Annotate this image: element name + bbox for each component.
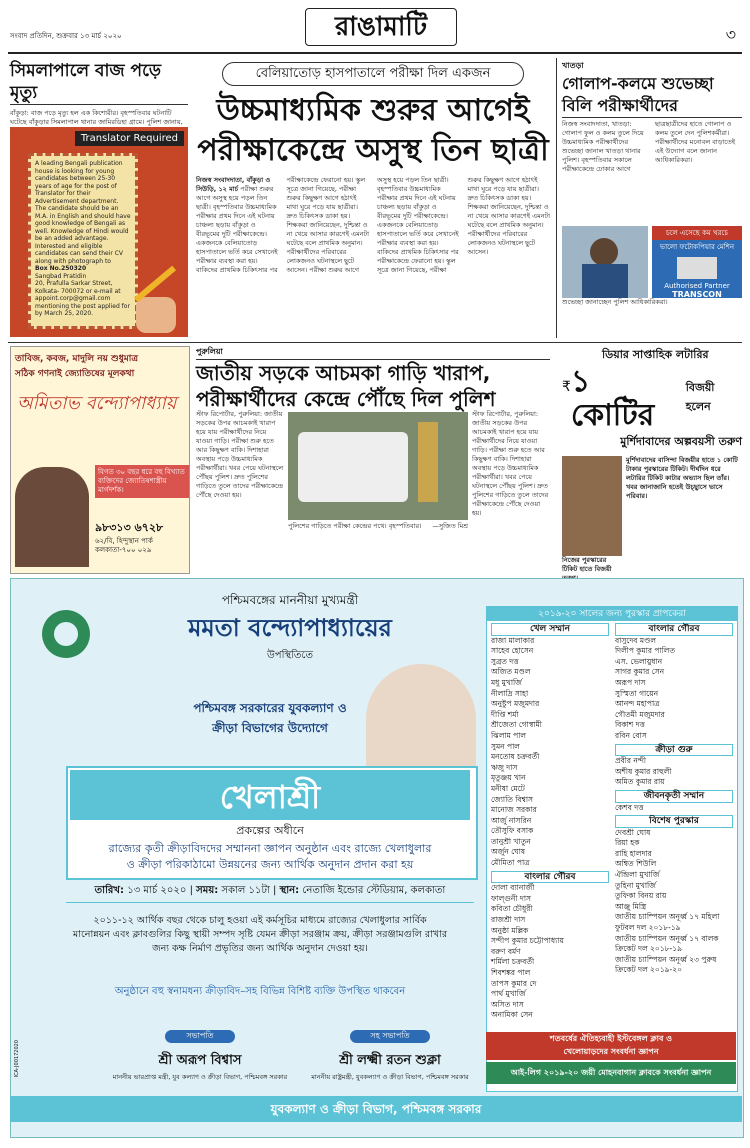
translator-ad-addr5: mentioning the post applied for [35,302,130,310]
award-recipient: মধু মুখার্জি [491,677,522,687]
copier-ad-brand: TRANSCON [672,290,722,299]
award-recipient: বাসুদেব মণ্ডল [615,635,656,645]
award-recipient: তানুশ্রী খাতুন [491,836,531,846]
lead-kicker-wrap [196,58,550,94]
kh-cm-name: মমতা বন্দ্যোপাধ্যায়ের [188,614,392,642]
right-top-headline-2: বিলি পরীক্ষার্থীদের [562,95,742,118]
copier-ad-line1: চলে এসেছে কম খরচে [652,226,742,240]
copier-ad-partner: Authorised Partner [664,282,730,290]
award-recipient: তুহিনা মুখার্জি [615,880,656,890]
award-recipient: অনুষ্টুপ মজুমদার [491,699,540,709]
award-recipient: রাজশ্রী দাস [491,915,526,925]
kh-para1: ২০১১-১২ আর্থিক বছর থেকে চালু হওয়া এই কর্মসূচির মাধ্যমে রাজ্যের খেলাধুলার সার্বিক [93,915,427,926]
award-recipient: এস. ভেলায়ুধান [615,656,663,666]
kh-date-label: তারিখ: [94,885,125,896]
translator-ad-addr2: 20, Prafulla Sarkar Street, [35,280,113,287]
header-rule [8,52,742,54]
wb-govt-emblem-icon [36,600,96,674]
kh-presence: উপস্থিতিতে [267,650,313,661]
award-recipient: সুমন পাল [491,741,520,751]
lottery-body: মুর্শিদাবাদের বাসিন্দা বিজয়ীর হাতে ১ কোটি টাকার পুরস্কারের টিকিট। দীর্ঘদিন ধরে লটারির টিকিট কাটার অভ্যাস ছিল তাঁর। খবর জানাজানি হতেই উচ্ছ্বাসে ভাসে পরিবার। [626,456,738,500]
kh-top1: পশ্চিমবঙ্গের মাননীয়া মুখ্যমন্ত্রী [221,593,359,607]
astro-line1: তাবিজ, কবজ, মাদুলি নয় শুধুমাত্র [15,354,139,364]
award-recipient: অশীষ কুমার রাহুলী [615,766,672,776]
kh-time: সকাল ১১টা [221,885,270,896]
kh-chair-block [110,1030,290,1086]
kh-col2d-list [615,828,733,976]
astrologer-photo [15,467,89,567]
mid-headline-2: পরীক্ষার্থীদের কেন্দ্রে পৌঁছে দিল পুলিশ [196,387,496,411]
award-recipient: পার্থ মুখার্জি [491,989,526,999]
kh-desc1: রাজ্যের কৃতী ক্রীড়াবিদদের সম্মাননা জ্ঞাপন অনুষ্ঠান এবং রাজ্যে খেলাধুলার [108,842,432,855]
kh-date: ১৩ মার্চ ২০২০ [127,885,187,896]
award-recipient: ঝিলাম পাল [491,730,526,740]
award-recipient: অম্বিত শিউলি [615,859,657,869]
award-recipient: তৌসুফি বসাক [491,826,534,836]
award-recipient: কবিতা চৌধুরী [491,904,533,914]
award-recipient: শিবশঙ্কর পাল [491,968,531,977]
translator-ad-addr1: Sangbad Pratidin [35,272,87,280]
kh-col2b-list [615,756,733,788]
kh-chair-label: সভাপতি [165,1030,235,1043]
kh-col2b-head: ক্রীড়া গুরু [615,744,733,757]
kh-cochair-name: শ্রী লক্ষ্মী রতন শুক্লা [339,1053,441,1068]
award-recipient: ফাল্গুনী দাস [491,893,531,903]
kh-dept2: ক্রীড়া বিভাগের উদ্যোগে [212,721,328,735]
award-recipient: অনামিকা সেন [491,1010,533,1020]
section-masthead: রাঙামাটি [305,8,457,46]
right-top-tag: খাতড়া [562,61,584,70]
lottery-line2: বিজয়ী হলেন [685,381,715,413]
kh-invite: অনুষ্ঠানে বহু স্বনামধন্য ক্রীড়াবিদ–সহ বিভিন্ন বিশিষ্ট ব্যক্তি উপস্থিত থাকবেন [114,986,406,997]
kh-col1b-head: বাংলার গৌরব [491,871,609,884]
kh-dept1: পশ্চিমবঙ্গ সরকারের যুবকল্যাণ ও [193,701,347,715]
mid-tag: পুরুলিয়া [196,346,550,360]
award-recipient: সাহেব হোসেন [491,646,534,656]
mid-credit: —সুজিত মিশ্র [432,522,468,530]
award-recipient: সাগর কুমার সেন [615,667,665,677]
award-recipient: ঐন্দ্রিলা মুখার্জি [615,870,660,880]
kh-red1: শতবর্ষের ঐতিহ্যবাহী ইস্টবেঙ্গল ক্লাব ও [549,1034,673,1043]
lead-headline-1: উচ্চমাধ্যমিক শুরুর আগেই [216,93,530,128]
award-recipient: আনন্দ মহাপাত্র [615,699,660,709]
right-top-photo [562,226,648,298]
lottery-amount: ১ কোটির [570,364,655,433]
translator-ad [10,127,188,337]
astro-name: অমিতাভ বন্দ্যোপাধ্যায় [17,393,177,414]
kh-awards-col1 [491,623,609,1021]
kh-col1-head: খেল সম্মান [491,623,609,636]
pencil-hand-icon [130,277,186,335]
copier-ad [652,226,742,315]
kh-vertical-code: ICA-J00172020 [14,1040,20,1078]
mid-story [196,346,550,412]
award-recipient: জাতীয় চ্যাম্পিয়ন অনূর্ধ্ব ১৭ বালক [615,933,719,943]
kh-subtitle: প্রকল্পের অধীনে [236,824,304,837]
left-top-story [10,60,188,126]
mid-body-cont: স্টাফ রিপোর্টার, পুরুলিয়া: জাতীয় সড়কের উপর আচমকাই খারাপ হয়ে যায় পরীক্ষার্থীদের নিয়ে যাওয়া গাড়ি। পরীক্ষা শুরু হতে আর কিছুক্ষণ বাকি। দিশাহারা অবস্থায় পড়ে উচ্চমাধ্যমিক পরীক্ষার্থীরা। খবর পেয়ে ঘটনাস্থলে পৌঁছয় পুলিশ। দ্রুত পুলিশের গাড়িতে তুলে তাদের পরীক্ষাকেন্দ্রে পৌঁছে দেওয়া হয়। [472,410,549,517]
translator-ad-title: Translator Required [75,131,184,146]
rupee-icon: ₹ [562,379,571,395]
award-recipient: অজিত মণ্ডল [491,667,531,677]
mid-body-right [472,410,550,572]
award-recipient: মনতোষ চক্রবর্তী [491,752,540,762]
mid-body: স্টাফ রিপোর্টার, পুরুলিয়া: জাতীয় সড়কের উপর আচমকাই খারাপ হয়ে যায় পরীক্ষার্থীদের নিয়ে যাওয়া গাড়ি। পরীক্ষা শুরু হতে আর কিছুক্ষণ বাকি। দিশাহারা অবস্থায় পড়ে উচ্চমাধ্যমিক পরীক্ষার্থীরা। খবর পেয়ে ঘটনাস্থলে পৌঁছয় পুলিশ। দ্রুত পুলিশের গাড়িতে তুলে তাদের পরীক্ষাকেন্দ্রে পৌঁছে দেওয়া হয়। [196,410,284,499]
translator-ad-addr4: appoint.corp@gmail.com [35,295,111,302]
lottery-line3: মুর্শিদাবাদের অল্পবয়সী তরুণ [620,435,742,448]
astro-ad [10,346,190,574]
kh-col2c-list [615,803,733,814]
kh-col2-list [615,636,733,742]
right-top-headline-1: গোলাপ-কলমে শুভেচ্ছা [562,74,714,93]
left-top-body: বাঁকুড়া: বাজ পড়ে মৃত্যু হল এক কিশোরীর। বৃহস্পতিবার ঘটনাটি ঘটেছে বাঁকুড়ার সিমলাপাল থানার জামিরডিহা গ্রামে। পুলিশ জানায়, [10,109,183,126]
kh-title: খেলাশ্রী [219,778,321,816]
award-recipient: শ্রীজেতা গোস্বামী [491,720,542,730]
kh-desc2: ও ক্রীড়া পরিকাঠামো উন্নয়নের জন্য আর্থিক অনুদান প্রদান করা হয় [126,858,414,871]
award-recipient: মৃতুঞ্জয় খান [491,773,526,783]
award-recipient: দীপ্তি শর্মা [491,709,519,719]
kh-para3: জন্য কক্ষ নির্মাণ প্রভৃতির জন্য আর্থিক অনুদান দেওয়া হয়। [152,943,368,954]
right-divider [556,58,557,338]
award-recipient: রবিন বোস [615,730,647,740]
award-recipient: বরুণ বর্মণ [491,946,521,956]
award-recipient: মানোজ সরকার [491,805,537,815]
kh-col2-head: বাংলার গৌরব [615,623,733,636]
award-recipient: অনুষ্ঠা মল্লিক [491,925,529,935]
copier-machine-icon [677,257,717,279]
lead-byline: নিজস্ব সংবাদদাতা, বাঁকুড়া ও সিউড়ি, ১২ মার্চ [196,176,271,193]
kh-footer: যুবকল্যাণ ও ক্রীড়া বিভাগ, পশ্চিমবঙ্গ সরকার [10,1096,742,1122]
astro-note: বিগত ৩০ বছর ধরে বহু বিখ্যাত ব্যক্তিদের জ্যোতিষশাস্ত্রীয় মার্গদর্শক। [95,465,189,498]
kh-awards-col2 [615,623,733,1021]
mid-caption [288,522,468,531]
award-recipient: সন্দীপ কুমার চট্টোপাধ্যায় [491,936,564,946]
kh-paragraph [40,914,480,956]
award-recipient: রিয়া হক [615,838,640,848]
award-recipient: দেবশ্রী ঘোষ [615,827,651,837]
award-recipient: অমিত কুমার রায় [615,777,665,787]
award-recipient: অরূপ দাস [615,677,646,687]
lottery-caption: নিজের পুরস্কারের টিকিট হাতে বিজয়ী [562,556,612,573]
lead-body [196,176,550,336]
award-recipient: নীলাদ্রি সাহা [491,688,529,698]
kh-col2d-head: বিশেষ পুরস্কার [615,815,733,828]
kh-red-banner [486,1032,736,1060]
kh-chair-name: শ্রী অরূপ বিশ্বাস [158,1053,242,1068]
kh-cochair-role: মাননীয় রাষ্ট্রমন্ত্রী, যুবকল্যাণ ও ক্রীড়া বিভাগ, পশ্চিমবঙ্গ সরকার [311,1073,469,1081]
kh-green-banner: আই-লিগ ২০১৯-২০ জয়ী মোহনবাগান ক্লাবকে সংবর্ধনা জ্ঞাপন [486,1062,736,1084]
award-recipient: সুস্মিতা গায়েন [615,688,659,698]
award-recipient: দোলা ব্যানার্জী [491,883,535,893]
kh-col1-list [491,636,609,869]
translator-ad-letter [28,153,138,329]
kh-awards-panel [486,606,738,1092]
award-recipient: তুফিকা বিনয় রায় [615,891,667,901]
section-rule-1 [8,342,742,343]
award-recipient: শর্মিলা চক্রবর্তী [491,957,535,967]
astro-phone: ৯৮৩১৩ ৬৭২৮ [95,521,164,534]
award-recipient: তাপস কুমার দে [491,978,537,988]
award-recipient: আঞ্জু মিস্ত্রি [615,901,647,911]
award-recipient: অসিত দাস [491,999,524,1009]
header-date: সংবাদ প্রতিদিন, শুক্রবার ১৩ মার্চ ২০২০ [10,32,122,40]
kh-col2c-head: জীবনকৃতী সম্মান [615,790,733,803]
award-recipient: মনীষা মেটে [491,783,525,793]
lead-kicker: বেলিয়াতোড় হাসপাতালে পরীক্ষা দিল একজন [222,62,524,86]
kh-cochair-label: সহ সভাপতি [350,1030,430,1043]
award-recipient: ফুটবল দল ২০১৮-১৯ [615,923,681,933]
award-recipient: রাহি হালদার [615,848,652,858]
kh-cochair-block [300,1030,480,1086]
astro-address: ৬২/বি, হিন্দুস্থান পার্ক কলকাতা-৭০০ ০২৯ [95,537,153,554]
translator-ad-text: A leading Bengali publication house is looking for young candidates between 25-30 years of age for the post of Translator for their Advertisement department. The candidate should be an M.A. in English and should have good knowledge of Bengali as well. Knowledge of Hindi would be an added advantage. Interested and eligible candidates can send their CV along with photograph to [35,160,131,265]
award-recipient: প্রবীর নন্দী [615,756,647,766]
award-recipient: জাতীয় চ্যাম্পিয়ন অনূর্ধ্ব ১৭ মহিলা [615,912,720,922]
translator-ad-addr6: by March 25, 2020. [35,310,94,317]
translator-ad-addr3: Kolkata- 700072 or e-mail at [35,287,121,295]
kh-red2: খেলোয়াড়দের সংবর্ধনা জ্ঞাপন [563,1047,659,1056]
kh-time-label: সময়: [196,885,219,896]
lead-body-columns [196,176,550,336]
kh-col1b-list [491,883,609,1021]
kh-event-info: তারিখ: ১৩ মার্চ ২০২০ | সময়: সকাল ১১টা | স্থান: নেতাজি ইন্ডোর স্টেডিয়াম, কলকাতা [66,880,474,903]
right-top-story [562,60,742,340]
award-recipient: কেশব দত্ত [615,802,644,812]
right-top-caption: শুভেচ্ছা জানাচ্ছেন পুলিশ আধিকারিকরা। [562,298,668,306]
kh-para2: মানোন্নয়ন এবং ক্লাবগুলির কিছু স্থায়ী সম্পদ সৃষ্টি যেমন ক্রীড়া সরঞ্জাম ক্রয়, ক্রীড়া সরঞ্জামগুলি রাখার [72,929,448,940]
mid-headline-1: জাতীয় সড়কে আচমকা গাড়ি খারাপ, [196,361,491,385]
award-recipient: ঋজু দাস [491,762,518,772]
kh-venue: নেতাজি ইন্ডোর স্টেডিয়াম, কলকাতা [302,885,446,896]
award-recipient: ক্রিকেট দল ২০১৮-১৯ [615,944,682,954]
mid-caption-text: পুলিশের গাড়িতে পরীক্ষা কেন্দ্রের পথে। বৃহস্পতিবার। [288,522,422,530]
award-recipient: ক্রিকেট দল ২০১৯-২০ [615,965,683,975]
award-recipient: অর্জুন ঘোষ [491,847,526,857]
award-recipient: দিলীপ কুমার পালিত [615,646,676,656]
award-recipient: জ্যোতি বিশ্বাস [491,794,533,804]
award-recipient: সুব্রত দত্ত [491,656,519,666]
page-number: ৩ [725,25,736,44]
lead-body-text-cont: পরীক্ষা শুরুর আগে অসুস্থ হয়ে পড়ল তিন ছাত্রী। বৃহস্পতিবার উচ্চমাধ্যমিক পরীক্ষার প্রথম দিনে এই ঘটনায় চাঞ্চল্য ছড়ায় বাঁকুড়া ও বীরভূমের দুটি পরীক্ষাকেন্দ্রে। একজনকে বেলিয়াতোড় হাসপাতালে ভর্তি করে সেখানেই পরীক্ষার ব্যবস্থা করা হয়। বাকিদের প্রাথমিক চিকিৎসার পর পরীক্ষাকেন্দ্রে ফেরানো হয়। স্কুল সূত্রে জানা গিয়েছে, পরীক্ষা শুরুর কিছুক্ষণ আগে হঠাৎই মাথা ঘুরে পড়ে যায় ছাত্রীরা। দ্রুত চিকিৎসক ডাকা হয়। শিক্ষকরা জানিয়েছেন, দুশ্চিন্তা ও না খেয়ে আসার কারণেই এমনটা ঘটেছে বলে প্রাথমিক অনুমান। পরীক্ষার্থীদের পরিবারের লোকজনও ঘটনাস্থলে ছুটে আসেন। [309,176,551,274]
copier-ad-line2: ভালো ফটোকপিয়ার মেশিন [659,243,735,251]
award-recipient: জাতীয় চ্যাম্পিয়ন অনূর্ধ্ব ২৩ পুরুষ [615,954,717,964]
right-top-body: নিজস্ব সংবাদদাতা, খাতড়া: গোলাপ ফুল ও কলম তুলে দিয়ে উচ্চমাধ্যমিক পরীক্ষার্থীদের শুভেচ্ছা জানাল খাতড়া থানার পুলিশ। বৃহস্পতিবার সকালে পরীক্ষাকেন্দ্রে ঢোকার আগে ছাত্রছাত্রীদের হাতে গোলাপ ও কলম তুলে দেন পুলিশকর্মীরা। পরীক্ষার্থীদের মনোবল বাড়াতেই এই উদ্যোগ বলে জানান আধিকারিকরা। [562,120,736,173]
astro-line2: সঠিক গণনাই জ্যোতিষের মূলকথা [15,369,135,379]
mid-body-left [196,410,284,572]
mid-photo [288,412,468,520]
kh-venue-label: স্থান: [279,885,300,896]
copier-ad-phone: 94339 64940 / 98313 07045 [659,299,735,315]
cm-photo [366,664,476,774]
lead-headline-2: পরীক্ষাকেন্দ্রে অসুস্থ তিন ছাত্রী [197,133,549,168]
award-recipient: মৌমিতা পাত্র [491,858,530,868]
lottery-winner-photo [562,456,622,556]
award-recipient: রাজা মালাকার [491,635,535,645]
lottery-line1: ডিয়ার সাপ্তাহিক লটারির [602,348,709,361]
lottery-story [562,346,742,572]
left-top-headline: সিমলাপালে বাজ পড়ে মৃত্যু [10,60,188,105]
award-recipient: আর্জু নাসরিন [491,815,532,825]
award-recipient: গৌতমী মজুমদার [615,709,665,719]
lead-body-text: পরীক্ষা শুরুর আগে অসুস্থ হয়ে পড়ল তিন ছাত্রী। বৃহস্পতিবার উচ্চমাধ্যমিক পরীক্ষার প্রথম দিনে এই ঘটনায় চাঞ্চল্য ছড়ায় বাঁকুড়া ও বীরভূমের দুটি পরীক্ষাকেন্দ্রে। একজনকে বেলিয়াতোড় হাসপাতালে ভর্তি করে সেখানেই পরীক্ষার ব্যবস্থা করা হয়। বাকিদের প্রাথমিক চিকিৎসার পর পরীক্ষাকেন্দ্রে ফেরানো হয়। স্কুল সূত্রে জানা গিয়েছে, পরীক্ষা শুরুর কিছুক্ষণ আগে হঠাৎই মাথা ঘুরে পড়ে যায় ছাত্রীরা। দ্রুত চিকিৎসক ডাকা হয়। শিক্ষকরা জানিয়েছেন, দুশ্চিন্তা ও না খেয়ে আসার কারণেই এমনটা ঘটেছে বলে প্রাথমিক অনুমান। পরীক্ষার্থীদের পরিবারের লোকজনও ঘটনাস্থলে ছুটে আসেন। [196,176,370,274]
award-recipient: বিকাশ দত্ত [615,720,645,730]
kh-awards-title: ২০১৯-২০ সালের জন্য পুরস্কার প্রাপকেরা [487,607,737,621]
translator-ad-box: Box No.250320 [35,265,87,272]
kh-chair-role: মাননীয় ভারপ্রাপ্ত মন্ত্রী, যুব কল্যাণ ও ক্রীড়া বিভাগ, পশ্চিমবঙ্গ সরকার [112,1073,288,1081]
